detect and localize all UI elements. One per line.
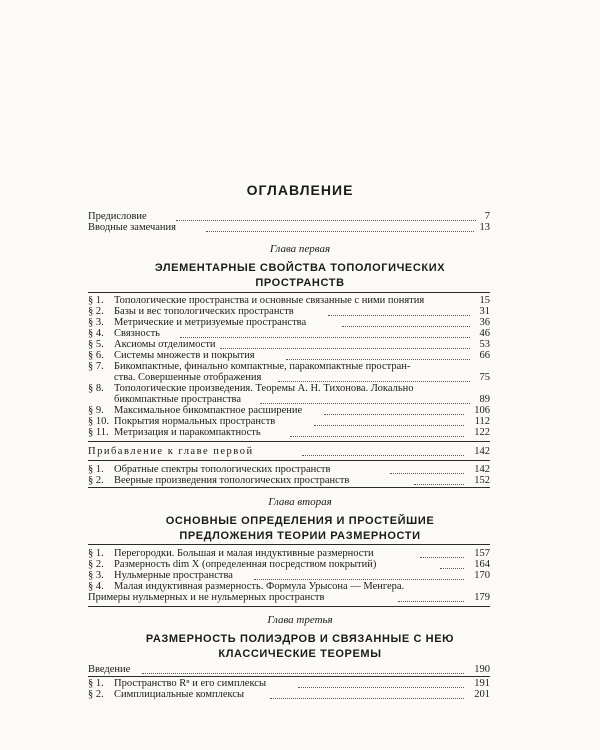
- entry-text: Размерность dim X (определенная посредством покрытий): [114, 559, 377, 570]
- entry-text: Метрические и метризуемые пространства: [114, 317, 307, 328]
- entry-text: Предисловие: [88, 211, 147, 222]
- toc-entry: [88, 464, 490, 475]
- page-number: 53: [479, 339, 490, 350]
- toc-entry-preface: [88, 211, 490, 222]
- page-title: ОГЛАВЛЕНИЕ: [246, 182, 354, 198]
- section-number: § 4.: [88, 581, 104, 592]
- leader-dots: [324, 414, 464, 415]
- toc-entry: [88, 581, 490, 592]
- section-number: § 2.: [88, 306, 104, 317]
- page-number: 142: [474, 464, 490, 475]
- entry-text: Малая индуктивная размерность. Формула Урысона — Менгера.: [114, 581, 405, 592]
- page-number: 164: [474, 559, 490, 570]
- page-number: 112: [474, 416, 490, 427]
- divider: [88, 487, 490, 488]
- toc-entry: [88, 317, 490, 328]
- toc-entry: [88, 361, 490, 372]
- entry-text: Прибавление к главе первой: [88, 446, 254, 457]
- section-number: § 4.: [88, 328, 104, 339]
- divider: [88, 676, 490, 677]
- entry-text: Примеры нульмерных и не нульмерных пространств: [88, 592, 325, 603]
- chapter-3-heading: [120, 632, 480, 662]
- toc-entry-intro-remarks: [88, 222, 490, 233]
- divider: [88, 441, 490, 442]
- section-number: § 8.: [88, 383, 104, 394]
- page-number: 7: [484, 211, 490, 222]
- entry-text: Топологические произведения. Теоремы А. Н. Тихонова. Локально: [114, 383, 414, 394]
- page-number: 157: [474, 548, 490, 559]
- entry-text: Пространство Rⁿ и его симплексы: [114, 678, 267, 689]
- heading-line: КЛАССИЧЕСКИЕ ТЕОРЕМЫ: [218, 648, 382, 660]
- toc-entry-continuation: [88, 372, 490, 383]
- toc-entry: [88, 416, 490, 427]
- page-number: 122: [474, 427, 490, 438]
- toc-entry: [88, 689, 490, 700]
- page-number: 191: [474, 678, 490, 689]
- leader-dots: [398, 601, 464, 602]
- toc-entry: [88, 405, 490, 416]
- page-number: 36: [479, 317, 490, 328]
- entry-text: Нульмерные пространства: [114, 570, 233, 581]
- heading-line: ПРОСТРАНСТВ: [255, 277, 345, 289]
- entry-text: Вводные замечания: [88, 222, 176, 233]
- page-number: 179: [474, 592, 490, 603]
- toc-entry: [88, 328, 490, 339]
- leader-dots: [298, 687, 464, 688]
- toc-entry: [88, 475, 490, 486]
- page-number: 66: [479, 350, 490, 361]
- section-number: § 6.: [88, 350, 104, 361]
- toc-entry-continuation: [88, 394, 490, 405]
- entry-text: Обратные спектры топологических пространств: [114, 464, 331, 475]
- leader-dots: [142, 673, 464, 674]
- toc-entry: [88, 570, 490, 581]
- chapter-2-heading: [120, 514, 480, 544]
- leader-dots: [302, 455, 464, 456]
- entry-text: Покрытия нормальных пространств: [114, 416, 276, 427]
- leader-dots: [414, 484, 464, 485]
- entry-text: Топологические пространства и основные связанные с ними понятия: [114, 295, 425, 306]
- section-number: § 7.: [88, 361, 104, 372]
- section-number: § 9.: [88, 405, 104, 416]
- entry-text: Связность: [114, 328, 160, 339]
- page-number: 31: [479, 306, 490, 317]
- toc-entry-introduction: [88, 664, 490, 675]
- toc-entry: [88, 306, 490, 317]
- entry-text: бикомпактные пространства: [114, 394, 242, 405]
- leader-dots: [286, 359, 470, 360]
- entry-text: Системы множеств и покрытия: [114, 350, 255, 361]
- page-number: 190: [474, 664, 490, 675]
- leader-dots: [260, 403, 470, 404]
- page-number: 89: [479, 394, 490, 405]
- page-number: 152: [474, 475, 490, 486]
- section-number: § 1.: [88, 548, 104, 559]
- toc-entry: [88, 559, 490, 570]
- section-number: § 10.: [88, 416, 109, 427]
- page-number: 75: [479, 372, 490, 383]
- page-number: 201: [474, 689, 490, 700]
- chapter-3-label: Глава третья: [267, 614, 333, 626]
- section-number: § 1.: [88, 464, 104, 475]
- leader-dots: [342, 326, 470, 327]
- entry-text: ства. Совершенные отображения: [114, 372, 262, 383]
- entry-text: Перегородки. Большая и малая индуктивные размерности: [114, 548, 374, 559]
- leader-dots: [390, 473, 464, 474]
- chapter-1-heading: [120, 261, 480, 291]
- leader-dots: [254, 579, 464, 580]
- chapter-1-label: Глава первая: [269, 243, 331, 255]
- page-number: 142: [474, 446, 490, 457]
- toc-entry: [88, 383, 490, 394]
- toc-entry: [88, 350, 490, 361]
- page-number: 15: [479, 295, 490, 306]
- toc-entry: [88, 339, 490, 350]
- section-number: § 11.: [88, 427, 109, 438]
- entry-text: Веерные произведения топологических пространств: [114, 475, 350, 486]
- section-number: § 1.: [88, 295, 104, 306]
- toc-entry: [88, 548, 490, 559]
- chapter-2-label: Глава вторая: [268, 496, 332, 508]
- entry-text: Симплициальные комплексы: [114, 689, 245, 700]
- leader-dots: [440, 568, 464, 569]
- leader-dots: [290, 436, 464, 437]
- heading-line: ОСНОВНЫЕ ОПРЕДЕЛЕНИЯ И ПРОСТЕЙШИЕ: [165, 515, 435, 527]
- entry-text: Максимальное бикомпактное расширение: [114, 405, 303, 416]
- entry-text: Аксиомы отделимости: [114, 339, 216, 350]
- section-number: § 2.: [88, 559, 104, 570]
- leader-dots: [180, 337, 470, 338]
- entry-text: Метризация и паракомпактность: [114, 427, 261, 438]
- toc-entry-appendix: [88, 446, 490, 457]
- divider: [88, 544, 490, 545]
- section-number: § 1.: [88, 678, 104, 689]
- page-number: 170: [474, 570, 490, 581]
- leader-dots: [206, 231, 474, 232]
- entry-text: Введение: [88, 664, 131, 675]
- section-number: § 3.: [88, 570, 104, 581]
- leader-dots: [328, 315, 470, 316]
- leader-dots: [420, 557, 464, 558]
- leader-dots: [176, 220, 476, 221]
- heading-line: ПРЕДЛОЖЕНИЯ ТЕОРИИ РАЗМЕРНОСТИ: [179, 530, 421, 542]
- entry-text: Бикомпактные, финально компактные, паракомпактные простран-: [114, 361, 411, 372]
- toc-entry: [88, 678, 490, 689]
- toc-entry: [88, 295, 490, 306]
- entry-text: Базы и вес топологических пространств: [114, 306, 294, 317]
- section-number: § 3.: [88, 317, 104, 328]
- divider: [88, 292, 490, 293]
- heading-line: ЭЛЕМЕНТАРНЫЕ СВОЙСТВА ТОПОЛОГИЧЕСКИХ: [154, 262, 446, 274]
- divider: [88, 606, 490, 607]
- divider: [88, 460, 490, 461]
- page-number: 13: [479, 222, 490, 233]
- page-number: 106: [474, 405, 490, 416]
- leader-dots: [270, 698, 464, 699]
- page-number: 46: [479, 328, 490, 339]
- section-number: § 2.: [88, 475, 104, 486]
- toc-entry: [88, 427, 490, 438]
- leader-dots: [220, 348, 470, 349]
- section-number: § 2.: [88, 689, 104, 700]
- heading-line: РАЗМЕРНОСТЬ ПОЛИЭДРОВ И СВЯЗАННЫЕ С НЕЮ: [145, 633, 455, 645]
- leader-dots: [278, 381, 470, 382]
- toc-entry-continuation: [88, 592, 490, 603]
- section-number: § 5.: [88, 339, 104, 350]
- leader-dots: [314, 425, 464, 426]
